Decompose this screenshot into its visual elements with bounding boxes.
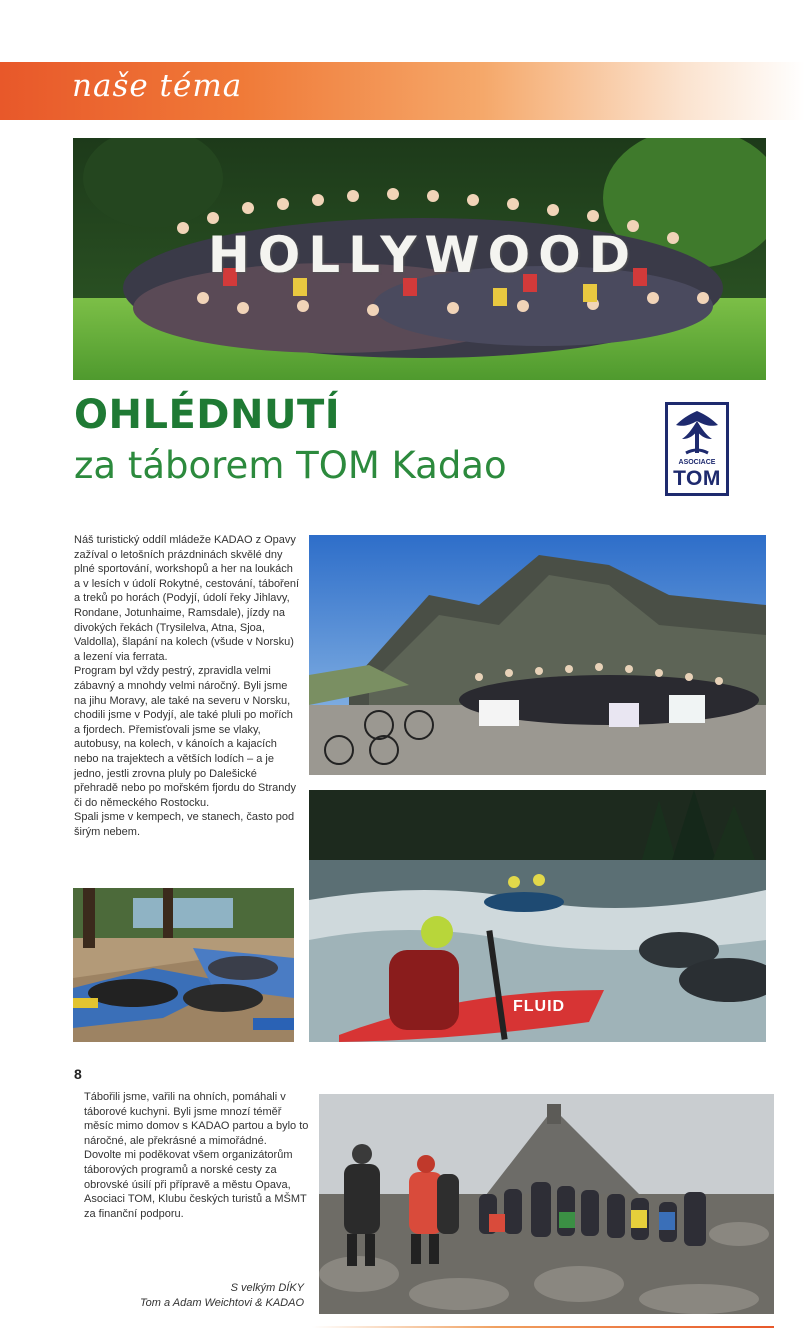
body-paragraph: Spali jsme v kempech, ve stanech, často pod širým nebem. <box>74 811 295 838</box>
tom-flower-icon <box>668 405 726 459</box>
bottom-rule <box>312 1326 774 1328</box>
signature-line: Tom a Adam Weichtovi & KADAO <box>139 1296 304 1309</box>
signature-line: S velkým DÍKY <box>230 1282 304 1294</box>
closing-paragraph: Tábořili jsme, vařili na ohních, pomáhali v táborové kuchyni. Byli jsme mnozí téměř měsíc mimo domov s KADAO partou a bylo to náročné, ale překrásné a mimořádné. <box>84 1091 309 1147</box>
mountain-group-photo <box>309 535 766 775</box>
hikers-cairn-photo <box>319 1094 774 1314</box>
article-subtitle: za táborem TOM Kadao <box>74 444 507 487</box>
section-title: naše téma <box>72 68 243 104</box>
article-body <box>74 533 300 839</box>
article-title: OHLÉDNUTÍ <box>74 392 341 438</box>
article-closing <box>84 1090 312 1221</box>
closing-paragraph: Dovolte mi poděkovat všem organizátorům táborových programů a norské cesty za obrovské úsilí při přípravě a městu Opava, Asociaci TOM, Klubu českých turistů a MŠMT za finanční podporu. <box>84 1149 307 1220</box>
body-paragraph: Program byl vždy pestrý, zpravidla velmi zábavný a mnohdy velmi náročný. Byli jsme na jihu Moravy, ale také na severu v Norsku, chodili jsme v Podyjí, ale také pluli po mořích a fjordech. Přemisťovali jsme se vlaky, autobusy, na kolech, v kánoích a kajacích nebo na trajektech a větších lodích – a je jedno, jestli zrovna pluly po Dalešické přehradě nebo po mořském fjordu do Strandy či do německého Rostocku. <box>74 665 296 809</box>
hero-group-photo <box>73 138 766 380</box>
logo-small-text: ASOCIACE <box>678 459 716 466</box>
logo-big-text: TOM <box>673 467 721 490</box>
kayak-brand: FLUID <box>513 998 566 1015</box>
signature <box>84 1281 304 1310</box>
camp-sleeping-photo <box>73 888 294 1042</box>
hollywood-sign: HOLLYWOOD <box>207 226 639 284</box>
kayaking-photo <box>309 790 766 1042</box>
tom-logo <box>665 402 729 496</box>
page-number: 8 <box>74 1066 82 1082</box>
body-paragraph: Náš turistický oddíl mládeže KADAO z Opavy zažíval o letošních prázdninách skvělé dny plné sportování, workshopů a her na loukách a v lesích v údolí Rokytné, cestování, táboření a treků po horách (Podyjí, údolí řeky Jihlavy, Rondane, Jotunhaime, Ramsdale), jízdy na divokých řekách (Trysilelva, Atna, Sjoa, Valdolla), šlapání na kolech (všude v Norsku) a lezení via ferrata. <box>74 534 300 663</box>
